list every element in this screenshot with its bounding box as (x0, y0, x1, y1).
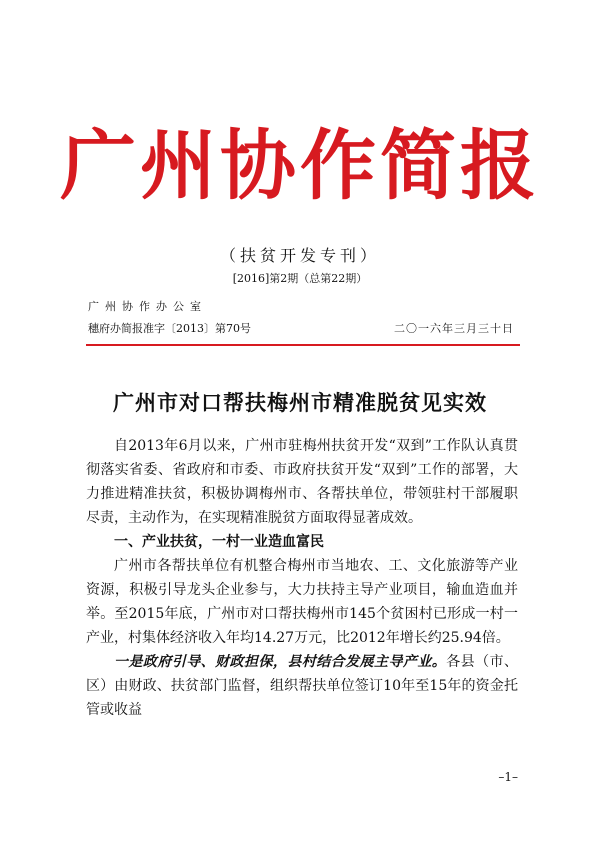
paragraph-rest: 各县（市、区）由财政、扶贫部门监督，组织帮扶单位签订10年至15年的资金托管或收益 (86, 654, 519, 718)
page-number: –1– (498, 770, 518, 784)
publication-date: 二〇一六年三月三十日 (394, 322, 514, 335)
article-body (86, 434, 518, 722)
masthead-title: 广州协作简报 (60, 121, 540, 210)
paragraph-lead: 一是政府引导、财政担保，县村结合发展主导产业。 (114, 654, 447, 670)
paragraph-industry: 广州市各帮扶单位有机整合梅州市当地农、工、文化旅游等产业资源，积极引导龙头企业参与，大力扶持主导产业项目，输血造血并举。至2015年底，广州市对口帮扶梅州市145个贫困村已形成一村一产业，村集体经济收入年均14.27万元，比2012年增长约25.94倍。 (86, 558, 518, 646)
article-title: 广州市对口帮扶梅州市精准脱贫见实效 (113, 390, 487, 415)
header-divider (86, 344, 520, 346)
issuing-office: 广州协作办公室 (88, 300, 207, 313)
masthead-subtitle: （扶贫开发专刊） (219, 246, 380, 265)
paragraph-government (86, 650, 518, 722)
section-heading: 一、产业扶贫，一村一业造血富民 (114, 534, 324, 550)
paragraph-intro: 自2013年6月以来，广州市驻梅州扶贫开发“双到”工作队认真贯彻落实省委、省政府和市委、市政府扶贫开发“双到”工作的部署，大力推进精准扶贫，积极协调梅州市、各帮扶单位，带领驻村干部履职尽责，主动作为，在实现精准脱贫方面取得显著成效。 (86, 438, 518, 526)
approval-number: 穗府办简报准字〔2013〕第70号 (88, 322, 251, 335)
issue-number: [2016]第2期（总第22期） (232, 272, 368, 285)
